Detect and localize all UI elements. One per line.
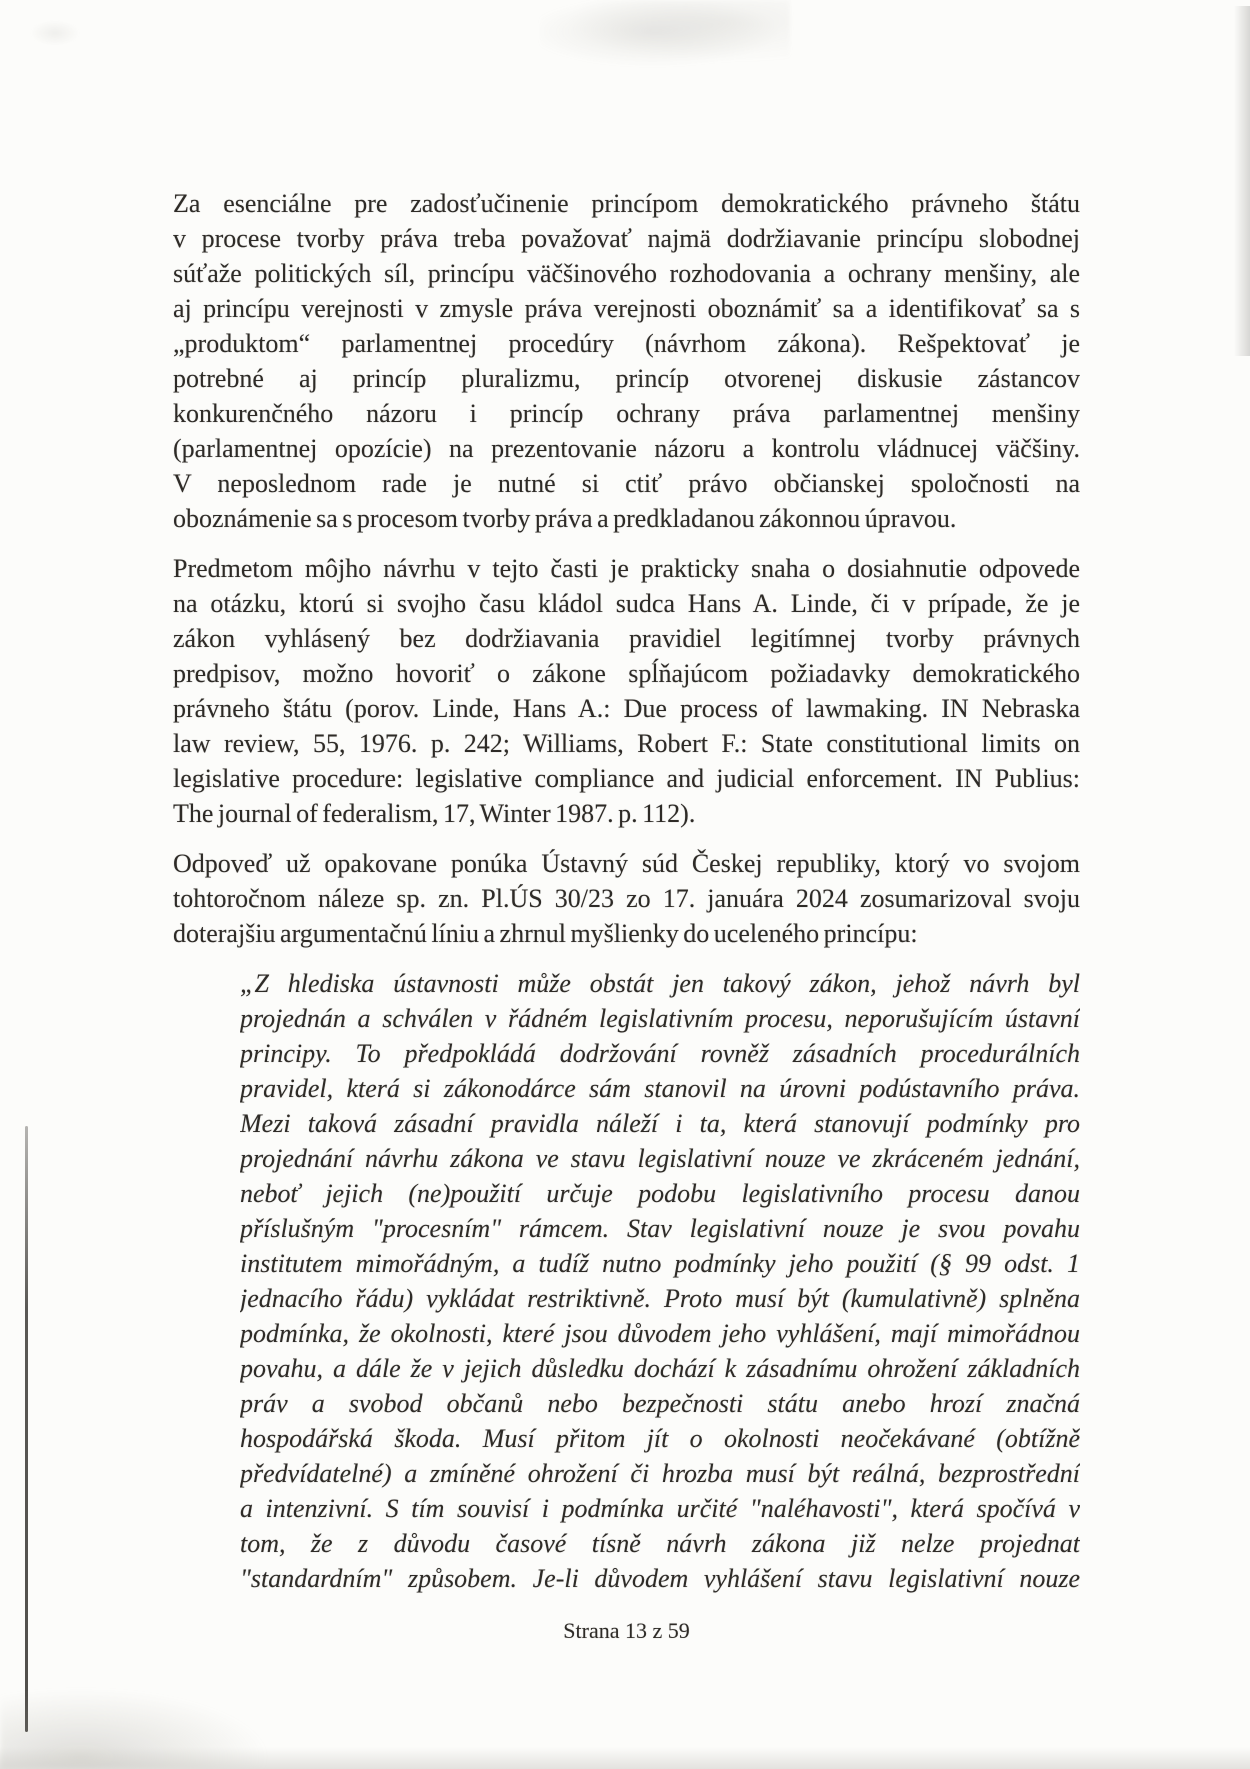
scan-edge-shadow — [0, 1747, 1250, 1769]
scan-edge-shadow — [1234, 6, 1250, 356]
text-line: příslušným "procesním" rámcem. Stav legislativní nouze je svou povahu — [240, 1214, 1080, 1243]
text-line: V neposlednom rade je nutné si ctiť právo občianskej spoločnosti na — [173, 469, 1080, 498]
text-line: na otázku, ktorú si svojho času kládol sudca Hans A. Linde, či v prípade, že je — [173, 589, 1080, 618]
text-line: Predmetom môjho návrhu v tejto časti je prakticky snaha o dosiahnutie odpovede — [173, 554, 1080, 583]
text-line: aj princípu verejnosti v zmysle práva verejnosti oboznámiť sa a identifikovať sa s — [173, 294, 1080, 323]
text-line: The journal of federalism, 17, Winter 1987. p. 112). — [173, 799, 696, 828]
text-line: potrebné aj princíp pluralizmu, princíp otvorenej diskusie zástancov — [173, 364, 1080, 393]
text-line: zákon vyhlásený bez dodržiavania pravidiel legitímnej tvorby právnych — [173, 624, 1080, 653]
text-line: institutem mimořádným, a tudíž nutno podmínky jeho použití (§ 99 odst. 1 — [240, 1249, 1080, 1278]
text-line: a intenzivní. S tím souvisí i podmínka určité "naléhavosti", která spočívá v — [240, 1494, 1080, 1523]
text-line: "standardním" způsobem. Je-li důvodem vyhlášení stavu legislativní nouze — [240, 1564, 1080, 1593]
scan-smudge-artifact — [540, 0, 790, 70]
page-number-label: Strana 13 z 59 — [563, 1618, 690, 1643]
text-line: projednán a schválen v řádném legislativním procesu, neporušujícím ústavní — [240, 1004, 1080, 1033]
quote-block — [173, 966, 1080, 1596]
text-line: legislative procedure: legislative compliance and judicial enforcement. IN Publius: — [173, 764, 1080, 793]
text-line: neboť jejich (ne)použití určuje podobu legislativního procesu danou — [240, 1179, 1080, 1208]
text-line: tohtoročnom náleze sp. zn. Pl.ÚS 30/23 zo 17. januára 2024 zosumarizoval svoju — [173, 884, 1080, 913]
text-line: povahu, a dále že v jejich důsledku dochází k zásadnímu ohrožení základních — [240, 1354, 1080, 1383]
text-line: Za esenciálne pre zadosťučinenie princípom demokratického právneho štátu — [173, 189, 1080, 218]
text-line: Odpoveď už opakovane ponúka Ústavný súd Českej republiky, ktorý vo svojom — [173, 849, 1080, 878]
text-line: tom, že z důvodu časové tísně návrh zákona již nelze projednat — [240, 1529, 1080, 1558]
text-line: Mezi taková zásadní pravidla náleží i ta, která stanovují podmínky pro — [240, 1109, 1080, 1138]
text-line: oboznámenie sa s procesom tvorby práva a predkladanou zákonnou úpravou. — [173, 504, 957, 533]
paragraph — [173, 551, 1080, 831]
text-line: law review, 55, 1976. p. 242; Williams, Robert F.: State constitutional limits on — [173, 729, 1080, 758]
text-line: „Z hlediska ústavnosti může obstát jen takový zákon, jehož návrh byl — [240, 969, 1080, 998]
scan-fold-line-artifact — [25, 1126, 28, 1732]
text-line: pravidel, která si zákonodárce sám stanovil na úrovni podústavního práva. — [240, 1074, 1080, 1103]
scan-smudge-artifact — [30, 20, 80, 46]
page-number — [173, 1620, 1080, 1642]
text-line: (parlamentnej opozície) na prezentovanie názoru a kontrolu vládnucej väčšiny. — [173, 434, 1080, 463]
text-line: jednacího řádu) vykládat restriktivně. Proto musí být (kumulativně) splněna — [240, 1284, 1080, 1313]
text-line: práv a svobod občanů nebo bezpečnosti státu anebo hrozí značná — [240, 1389, 1080, 1418]
document-body — [173, 186, 1080, 1611]
text-line: súťaže politických síl, princípu väčšinového rozhodovania a ochrany menšiny, ale — [173, 259, 1080, 288]
text-line: principy. To předpokládá dodržování rovněž zásadních procedurálních — [240, 1039, 1080, 1068]
text-line: hospodářská škoda. Musí přitom jít o okolnosti neočekávané (obtížně — [240, 1424, 1080, 1453]
paragraph — [173, 846, 1080, 951]
text-line: předvídatelné) a zmíněné ohrožení či hrozba musí být reálná, bezprostřední — [240, 1459, 1080, 1488]
text-line: v procese tvorby práva treba považovať najmä dodržiavanie princípu slobodnej — [173, 224, 1080, 253]
text-line: doterajšiu argumentačnú líniu a zhrnul myšlienky do uceleného princípu: — [173, 919, 918, 948]
text-line: konkurenčného názoru i princíp ochrany práva parlamentnej menšiny — [173, 399, 1080, 428]
text-line: „produktom“ parlamentnej procedúry (návrhom zákona). Rešpektovať je — [173, 329, 1080, 358]
text-line: právneho štátu (porov. Linde, Hans A.: Due process of lawmaking. IN Nebraska — [173, 694, 1080, 723]
text-line: predpisov, možno hovoriť o zákone spĺňajúcom požiadavky demokratického — [173, 659, 1080, 688]
text-line: projednání návrhu zákona ve stavu legislativní nouze ve zkráceném jednání, — [240, 1144, 1080, 1173]
text-line: podmínka, že okolnosti, které jsou důvodem jeho vyhlášení, mají mimořádnou — [240, 1319, 1080, 1348]
paragraph — [173, 186, 1080, 536]
